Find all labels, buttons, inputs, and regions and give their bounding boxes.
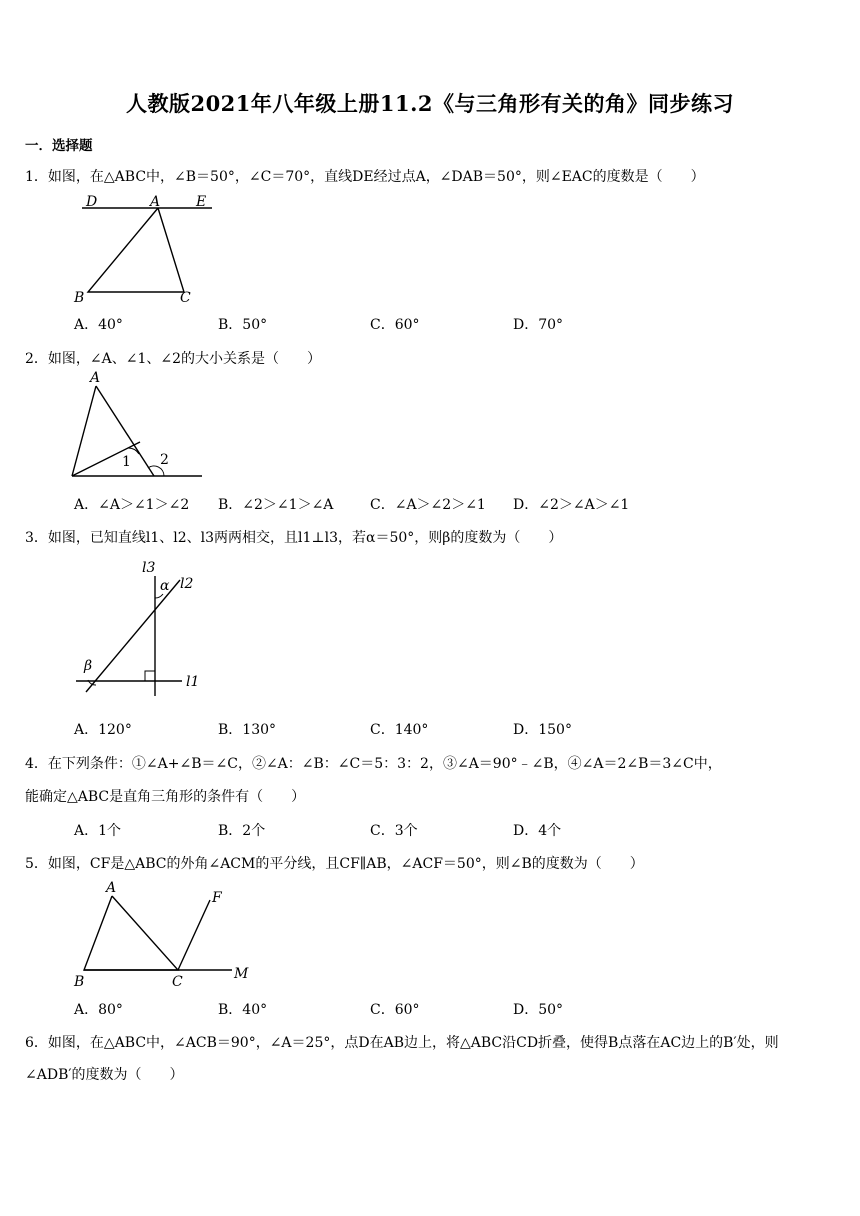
q3-option-b: B．130° — [218, 722, 277, 738]
q5-label-b: B — [74, 974, 85, 990]
q5-label-m: M — [234, 966, 249, 982]
question-2-text: 2．如图，∠A、∠1、∠2的大小关系是（ ） — [25, 351, 322, 367]
q1-option-a: A．40° — [74, 317, 123, 333]
q1-option-c: C．60° — [370, 317, 420, 333]
q1-label-e: E — [196, 194, 207, 210]
q1-option-d: D．70° — [513, 317, 564, 333]
section-heading: 一．选择题 — [25, 138, 93, 154]
q5-option-c: C．60° — [370, 1002, 420, 1018]
q3-label-l2: l2 — [180, 576, 194, 592]
q3-label-l1: l1 — [186, 674, 200, 690]
q2-option-c: C．∠A＞∠2＞∠1 — [370, 497, 486, 513]
q2-label-1: 1 — [122, 454, 131, 470]
q2-label-a: A — [90, 370, 101, 386]
q1-label-a: A — [150, 194, 161, 210]
question-5-text: 5．如图，CF是△ABC的外角∠ACM的平分线，且CF∥AB，∠ACF＝50°，则∠B的度数为（ ） — [25, 856, 644, 872]
q5-label-f: F — [212, 890, 222, 906]
question-1-text: 1．如图，在△ABC中，∠B＝50°，∠C＝70°，直线DE经过点A，∠DAB＝50°，则∠EAC的度数是（ ） — [25, 169, 705, 185]
question-4-text-line2: 能确定△ABC是直角三角形的条件有（ ） — [25, 789, 306, 805]
q2-option-a: A．∠A＞∠1＞∠2 — [74, 497, 190, 513]
q2-option-b: B．∠2＞∠1＞∠A — [218, 497, 334, 513]
q4-option-b: B．2个 — [218, 823, 266, 839]
q2-label-2: 2 — [160, 452, 169, 468]
q3-option-d: D．150° — [513, 722, 572, 738]
q3-label-alpha: α — [160, 578, 170, 594]
q1-option-b: B．50° — [218, 317, 268, 333]
q3-option-c: C．140° — [370, 722, 429, 738]
q3-label-l3: l3 — [142, 560, 156, 576]
q5-option-d: D．50° — [513, 1002, 564, 1018]
question-3-figure — [70, 556, 210, 704]
question-2-figure — [66, 370, 206, 482]
q1-label-d: D — [86, 194, 98, 210]
q5-option-b: B．40° — [218, 1002, 268, 1018]
q4-option-c: C．3个 — [370, 823, 418, 839]
question-3-text: 3．如图，已知直线l1、l2、l3两两相交，且l1⊥l3，若α＝50°，则β的度数为（ ） — [25, 530, 563, 546]
q3-option-a: A．120° — [74, 722, 132, 738]
q5-label-a: A — [106, 880, 117, 896]
q4-option-d: D．4个 — [513, 823, 562, 839]
q3-label-beta: β — [84, 658, 93, 674]
q2-option-d: D．∠2＞∠A＞∠1 — [513, 497, 630, 513]
question-1-figure — [70, 190, 220, 308]
page-title: 人教版2021年八年级上册11.2《与三角形有关的角》同步练习 — [125, 91, 735, 116]
question-4-text: 4．在下列条件：①∠A+∠B＝∠C，②∠A：∠B：∠C＝5：3：2，③∠A＝90°﹣∠B，④∠A＝2∠B＝3∠C中， — [25, 756, 722, 772]
question-6-text: 6．如图，在△ABC中，∠ACB＝90°，∠A＝25°，点D在AB边上，将△ABC沿CD折叠，使得B点落在AC边上的B′处，则∠ADB′的度数为（ ） — [25, 1035, 779, 1083]
q5-option-a: A．80° — [74, 1002, 123, 1018]
q1-label-b: B — [74, 290, 85, 306]
q4-option-a: A．1个 — [74, 823, 122, 839]
question-5-figure — [70, 876, 260, 994]
q1-label-c: C — [180, 290, 191, 306]
q5-label-c: C — [172, 974, 183, 990]
